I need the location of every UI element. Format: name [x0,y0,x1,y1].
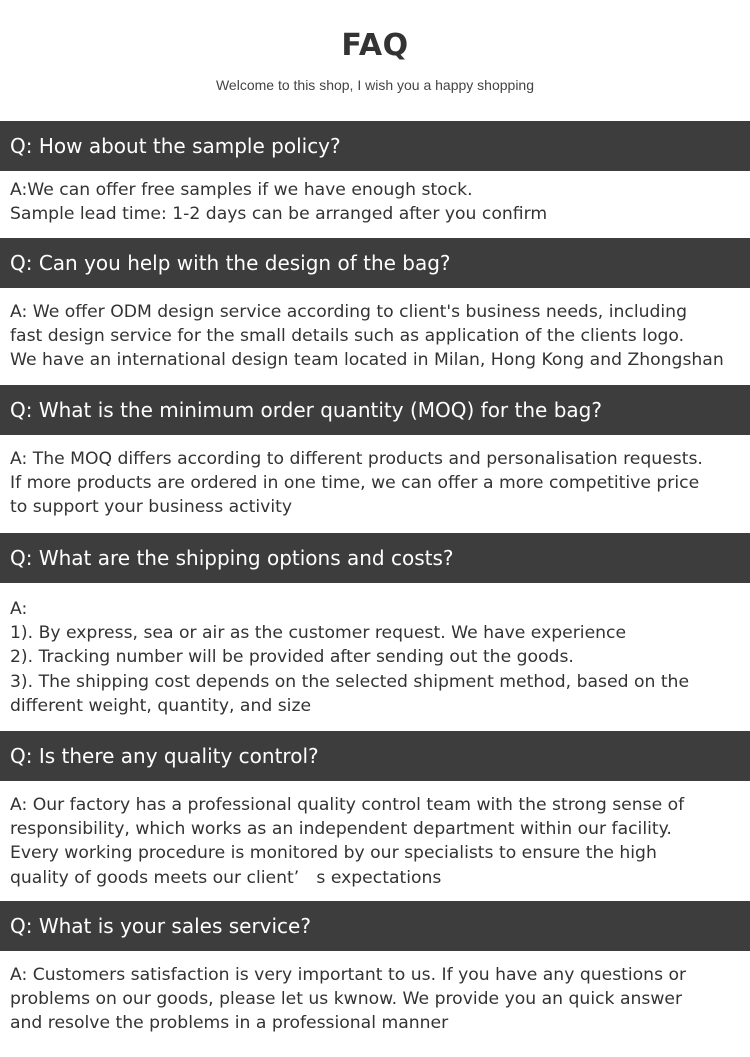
faq-answer-line: 3). The shipping cost depends on the selected shipment method, based on the [10,671,690,692]
faq-item [0,731,750,901]
faq-answer-line: 1). By express, sea or air as the customer request. We have experience [10,623,627,644]
faq-answer-line: quality of goods meets our client’ s expectations [10,867,442,888]
faq-answer-line: We have an international design team located in Milan, Hong Kong and Zhongshan [10,350,724,371]
faq-answer-line: Sample lead time: 1-2 days can be arranged after you confirm [10,204,548,225]
page-title: FAQ [341,28,409,63]
faq-answer-line: A: Our factory has a professional quality control team with the strong sense of [10,795,685,815]
faq-item [0,238,750,385]
faq-answer-line: A: The MOQ differs according to different products and personalisation requests. [10,449,703,469]
faq-answer-line: If more products are ordered in one time, we can offer a more competitive price [10,473,700,494]
faq-question: Q: How about the sample policy? [0,121,750,171]
faq-answer-line: Every working procedure is monitored by our specialists to ensure the high [10,843,657,864]
faq-item [0,901,750,1057]
faq-answer-line: and resolve the problems in a professional manner [10,1013,449,1034]
faq-answer [0,951,750,1057]
faq-answer [0,288,750,385]
faq-list [0,121,750,1057]
faq-answer-line: fast design service for the small details such as application of the clients logo. [10,326,685,347]
page-subtitle: Welcome to this shop, I wish you a happy shopping [215,77,535,93]
faq-question: Q: Is there any quality control? [0,731,750,781]
faq-answer-line: problems on our goods, please let us kwnow. We provide you an quick answer [10,989,683,1010]
faq-answer [0,781,750,901]
faq-answer [0,171,750,238]
faq-item [0,121,750,238]
faq-answer-line: A: We offer ODM design service according to client's business needs, including [10,302,687,322]
page-header [0,0,750,121]
faq-answer-line: 2). Tracking number will be provided after sending out the goods. [10,647,574,668]
faq-answer-line: different weight, quantity, and size [10,695,312,716]
faq-answer [0,583,750,731]
faq-answer [0,435,750,533]
faq-answer-line: to support your business activity [10,497,293,518]
faq-answer-line: A: Customers satisfaction is very important to us. If you have any questions or [10,965,687,985]
faq-question: Q: What is your sales service? [0,901,750,951]
faq-answer-line: responsibility, which works as an independent department within our facility. [10,819,672,840]
faq-item [0,385,750,533]
faq-question: Q: What are the shipping options and costs? [0,533,750,583]
faq-question: Q: Can you help with the design of the bag? [0,238,750,288]
faq-answer-line: A:We can offer free samples if we have enough stock. [10,180,473,200]
faq-item [0,533,750,731]
faq-answer-line: A: [10,599,28,619]
faq-question: Q: What is the minimum order quantity (MOQ) for the bag? [0,385,750,435]
